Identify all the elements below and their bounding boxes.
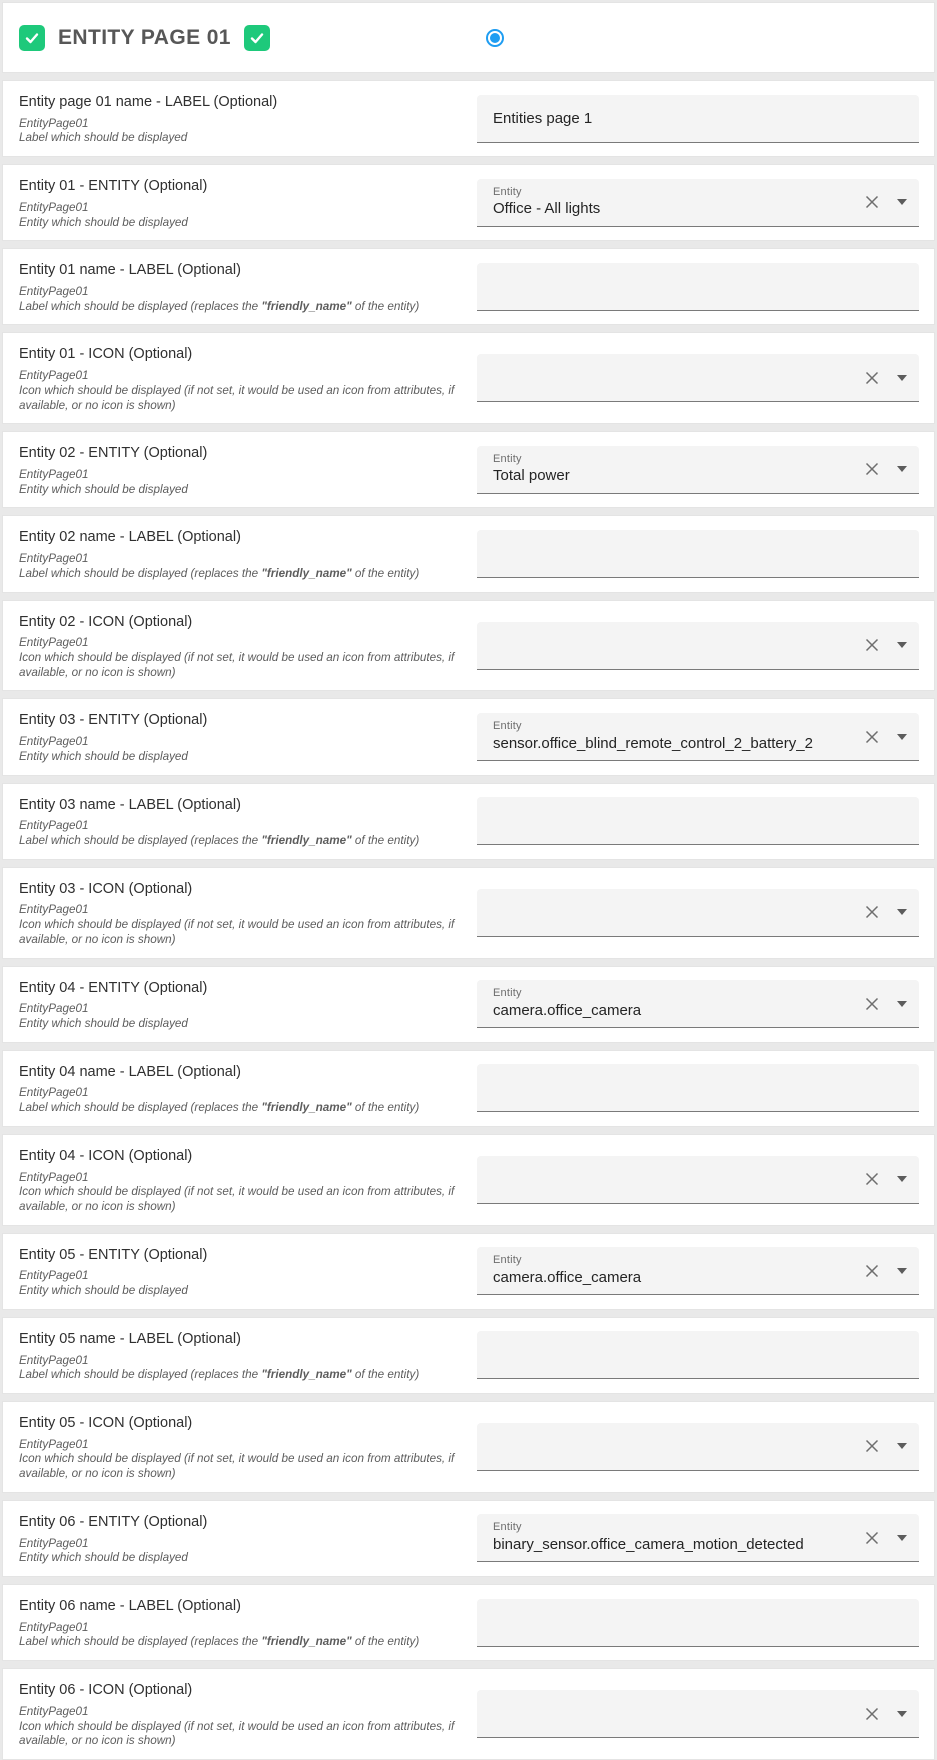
form-row [2,867,935,959]
icon-select-field[interactable] [477,889,919,937]
form-row [2,332,935,424]
field-description: Label which should be displayed (replaces the "friendly_name" of the entity) [19,566,420,580]
field-info [19,794,477,849]
form-row [2,1233,935,1310]
select-actions [863,369,907,387]
form-row [2,1500,935,1577]
field-meta [19,201,464,230]
clear-icon[interactable] [863,193,881,211]
clear-icon[interactable] [863,728,881,746]
schema-key: EntityPage01 [19,1269,89,1283]
entity-select-field[interactable] [477,980,919,1028]
field-control-area [477,442,919,497]
field-info [19,526,477,581]
field-info [19,442,477,497]
icon-select-field[interactable] [477,354,919,402]
select-actions [863,728,907,746]
label-text-field[interactable] [477,1599,919,1647]
dropdown-arrow-icon[interactable] [897,1535,907,1541]
entity-select-field[interactable] [477,1514,919,1562]
field-title: Entity 06 name - LABEL (Optional) [19,1598,241,1615]
form-rows [2,80,935,1760]
field-description: Icon which should be displayed (if not set, it would be used an icon from attributes, if available, or no icon is shown) [19,918,455,946]
clear-icon[interactable] [863,1529,881,1547]
field-title: Entity 04 name - LABEL (Optional) [19,1063,241,1080]
schema-key: EntityPage01 [19,735,89,749]
field-description: Icon which should be displayed (if not set, it would be used an icon from attributes, if available, or no icon is shown) [19,383,455,412]
field-title: Entity 03 - ICON (Optional) [19,880,193,897]
field-title: Entity 05 - ENTITY (Optional) [19,1246,208,1263]
form-row [2,783,935,860]
label-text-input[interactable] [493,263,907,310]
field-info [19,709,477,764]
entity-select-field[interactable] [477,1247,919,1295]
field-info [19,611,477,681]
label-text-field[interactable] [477,1331,919,1379]
field-description: Icon which should be displayed (if not set, it would be used an icon from attributes, if available, or no icon is shown) [19,1452,455,1481]
field-info [19,1145,477,1215]
clear-icon[interactable] [863,995,881,1013]
form-row [2,966,935,1043]
clear-icon[interactable] [863,903,881,921]
form-row [2,698,935,775]
schema-key: EntityPage01 [19,819,89,833]
clear-icon[interactable] [863,369,881,387]
schema-key: EntityPage01 [19,467,89,481]
field-title: Entity 01 - ICON (Optional) [19,346,193,363]
schema-key: EntityPage01 [19,1353,89,1367]
field-description: Label which should be displayed (replaces the "friendly_name" of the entity) [19,1101,420,1115]
schema-key: EntityPage01 [19,1620,89,1634]
clear-icon[interactable] [863,1170,881,1188]
field-control-area [477,1328,919,1383]
field-info [19,1595,477,1650]
clear-icon[interactable] [863,1437,881,1455]
select-floating-label: Entity [493,720,522,733]
schema-key: EntityPage01 [19,1086,89,1100]
schema-key: EntityPage01 [19,903,89,917]
label-text-input[interactable] [493,1064,907,1111]
schema-key: EntityPage01 [19,1536,89,1550]
schema-key: EntityPage01 [19,1170,89,1184]
field-description: Icon which should be displayed (if not set, it would be used an icon from attributes, if available, or no icon is shown) [19,1185,455,1214]
field-description: Label which should be displayed (replaces the "friendly_name" of the entity) [19,1635,420,1649]
form-row [2,1050,935,1127]
field-title: Entity 04 - ENTITY (Optional) [19,979,208,996]
entity-select-field[interactable] [477,713,919,761]
select-actions [863,1529,907,1547]
dropdown-arrow-icon[interactable] [897,466,907,472]
label-text-field[interactable] [477,797,919,845]
field-description: Entity which should be displayed [19,1284,188,1298]
icon-select-field[interactable] [477,1423,919,1471]
field-meta [19,552,464,581]
field-meta [19,117,464,146]
field-title: Entity 05 name - LABEL (Optional) [19,1330,241,1347]
select-actions [863,1437,907,1455]
label-text-field[interactable] [477,1064,919,1112]
field-title: Entity 01 - ENTITY (Optional) [19,178,208,195]
field-control-area [477,1679,919,1749]
field-meta [19,903,464,947]
field-meta [19,1171,464,1215]
schema-key: EntityPage01 [19,1437,89,1451]
field-title: Entity 06 - ICON (Optional) [19,1682,193,1699]
field-info [19,1511,477,1566]
field-info [19,259,477,314]
field-control-area [477,878,919,948]
field-title: Entity 05 - ICON (Optional) [19,1415,193,1432]
schema-key: EntityPage01 [19,200,89,214]
field-control-area [477,1412,919,1482]
field-title: Entity 02 - ENTITY (Optional) [19,445,208,462]
field-description: Label which should be displayed (replaces the "friendly_name" of the entity) [19,834,420,847]
field-description: Entity which should be displayed [19,1551,188,1565]
field-description: Icon which should be displayed (if not set, it would be used an icon from attributes, if available, or no icon is shown) [19,1719,455,1748]
field-info [19,91,477,146]
form-row [2,164,935,241]
field-description: Entity which should be displayed [19,1017,188,1031]
field-control-area [477,709,919,764]
entity-select-field[interactable] [477,446,919,494]
label-text-input[interactable] [493,1599,907,1646]
select-actions [863,1262,907,1280]
field-meta [19,1002,464,1031]
field-description: Icon which should be displayed (if not set, it would be used an icon from attributes, if available, or no icon is shown) [19,650,455,679]
field-meta [19,468,464,497]
select-value: binary_sensor.office_camera_motion_detected [493,1535,804,1553]
field-info [19,878,477,948]
select-floating-label: Entity [493,452,522,465]
select-value: Office - All lights [493,200,601,218]
icon-select-field[interactable] [477,622,919,670]
form-row [2,515,935,592]
form-row [2,80,935,157]
dropdown-arrow-icon[interactable] [897,642,907,648]
dropdown-arrow-icon[interactable] [897,1176,907,1182]
schema-key: EntityPage01 [19,552,89,566]
field-meta [19,636,464,680]
icon-select-field[interactable] [477,1690,919,1738]
clear-icon[interactable] [863,636,881,654]
field-control-area [477,343,919,413]
form-row [2,600,935,692]
schema-key: EntityPage01 [19,1704,89,1718]
label-text-input[interactable] [493,530,907,577]
entity-select-field[interactable] [477,179,919,227]
dropdown-arrow-icon[interactable] [897,199,907,205]
label-text-input[interactable] [493,797,907,844]
field-description: Entity which should be displayed [19,482,188,496]
page-header [2,2,935,73]
field-info [19,1244,477,1299]
page-secondary-checkbox[interactable] [244,25,270,51]
select-floating-label: Entity [493,1521,522,1534]
page-enabled-checkbox[interactable] [19,25,45,51]
select-actions [863,460,907,478]
dropdown-arrow-icon[interactable] [897,1268,907,1274]
select-actions [863,193,907,211]
dropdown-arrow-icon[interactable] [897,909,907,915]
select-value: sensor.office_blind_remote_control_2_battery_2 [493,734,813,752]
page-radio-button[interactable] [486,29,504,47]
select-actions [863,1170,907,1188]
form-row [2,248,935,325]
form-row [2,1584,935,1661]
form-row [2,431,935,508]
field-control-area [477,1511,919,1566]
field-control-area [477,1145,919,1215]
field-meta [19,1086,464,1115]
schema-key: EntityPage01 [19,369,89,383]
field-meta [19,819,464,848]
field-info [19,175,477,230]
select-floating-label: Entity [493,1254,522,1267]
dropdown-arrow-icon[interactable] [897,1443,907,1449]
field-meta [19,735,464,764]
field-description: Label which should be displayed [19,131,188,145]
label-text-field[interactable] [477,263,919,311]
dropdown-arrow-icon[interactable] [897,1001,907,1007]
clear-icon[interactable] [863,1705,881,1723]
select-value: Total power [493,467,570,485]
field-description: Label which should be displayed (replaces the "friendly_name" of the entity) [19,299,420,313]
field-control-area [477,91,919,146]
schema-key: EntityPage01 [19,1002,89,1016]
field-control-area [477,526,919,581]
field-title: Entity 06 - ENTITY (Optional) [19,1513,208,1530]
select-floating-label: Entity [493,185,522,198]
schema-key: EntityPage01 [19,116,89,130]
field-control-area [477,1061,919,1116]
radio-dot [490,33,500,43]
schema-key: EntityPage01 [19,636,89,650]
field-meta [19,1354,464,1383]
field-info [19,1061,477,1116]
field-title: Entity 02 - ICON (Optional) [19,613,193,630]
field-info [19,977,477,1032]
checkmark-icon [24,30,40,46]
page-title: ENTITY PAGE 01 [58,25,231,49]
schema-key: EntityPage01 [19,284,89,298]
label-text-field[interactable] [477,530,919,578]
field-meta [19,285,464,314]
field-meta [19,1438,464,1482]
field-control-area [477,175,919,230]
field-info [19,1328,477,1383]
select-value: camera.office_camera [493,1001,642,1019]
field-title: Entity 03 - ENTITY (Optional) [19,712,208,729]
label-text-input[interactable] [493,95,907,142]
field-control-area [477,1244,919,1299]
label-text-input[interactable] [493,1331,907,1378]
form-row [2,1134,935,1226]
field-title: Entity 01 name - LABEL (Optional) [19,262,241,279]
field-description: Entity which should be displayed [19,215,188,229]
select-actions [863,1705,907,1723]
form-row [2,1317,935,1394]
clear-icon[interactable] [863,460,881,478]
field-control-area [477,794,919,849]
field-meta [19,1269,464,1298]
field-control-area [477,611,919,681]
dropdown-arrow-icon[interactable] [897,734,907,740]
checkmark-icon [249,30,265,46]
form-row [2,1401,935,1493]
field-info [19,1679,477,1749]
select-actions [863,636,907,654]
field-title: Entity 03 name - LABEL (Optional) [19,796,241,813]
field-control-area [477,977,919,1032]
icon-select-field[interactable] [477,1156,919,1204]
label-text-field[interactable] [477,95,919,143]
dropdown-arrow-icon[interactable] [897,375,907,381]
form-row [2,1668,935,1760]
field-title: Entity 04 - ICON (Optional) [19,1147,193,1164]
field-meta [19,1705,464,1749]
field-control-area [477,259,919,314]
field-control-area [477,1595,919,1650]
field-info [19,343,477,413]
select-value: camera.office_camera [493,1268,642,1286]
select-actions [863,995,907,1013]
field-meta [19,1537,464,1566]
field-title: Entity page 01 name - LABEL (Optional) [19,94,278,110]
field-description: Entity which should be displayed [19,749,188,763]
field-meta [19,1621,464,1650]
field-title: Entity 02 name - LABEL (Optional) [19,529,241,546]
field-info [19,1412,477,1482]
select-floating-label: Entity [493,987,522,1000]
field-description: Label which should be displayed (replaces the "friendly_name" of the entity) [19,1368,420,1382]
field-meta [19,369,464,413]
clear-icon[interactable] [863,1262,881,1280]
dropdown-arrow-icon[interactable] [897,1711,907,1717]
select-actions [863,903,907,921]
